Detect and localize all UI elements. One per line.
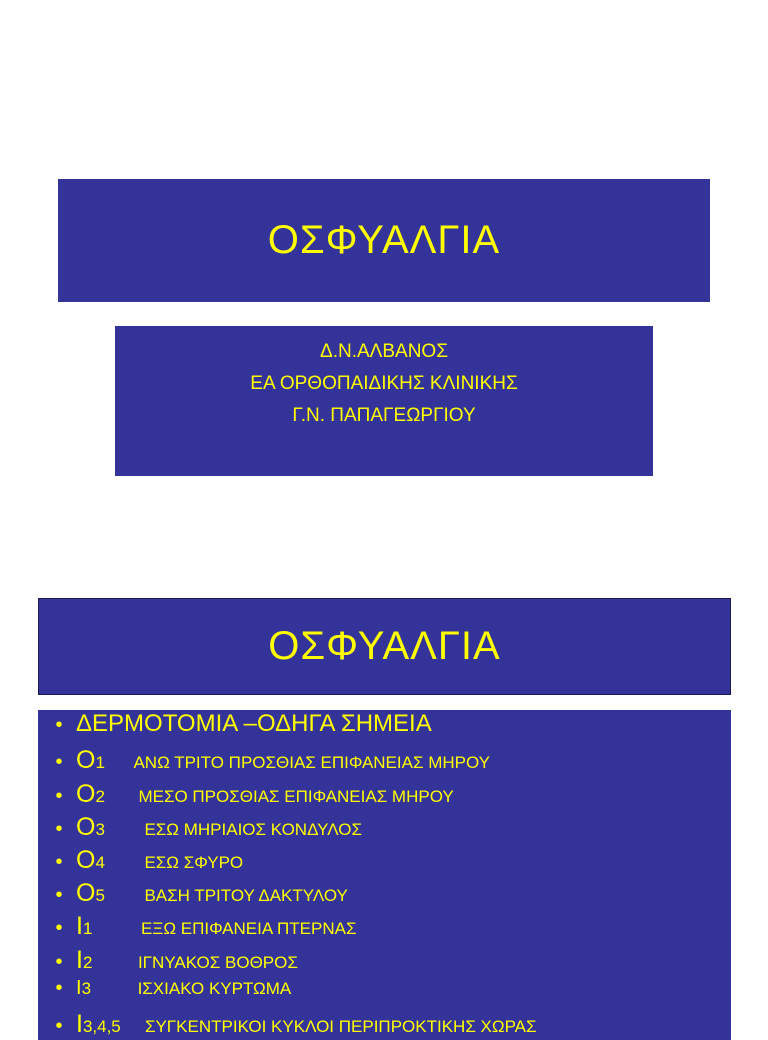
dermatome-letter: Ι (76, 912, 83, 940)
list-heading (38, 710, 432, 740)
dermatome-number: 3 (81, 979, 92, 998)
dermatome-description: ΕΣΩ ΣΦΥΡΟ (144, 853, 244, 872)
list-item (38, 912, 356, 942)
dermatome-number: 2 (95, 787, 105, 806)
bullet-icon: • (55, 818, 63, 840)
dermatome-number: 1 (82, 919, 93, 938)
bullet-icon: • (55, 851, 63, 873)
list-item (38, 746, 490, 776)
dermatome-number: 4 (95, 853, 105, 872)
author-name: Δ.Ν.ΑΛΒΑΝΟΣ (320, 341, 448, 362)
dermatome-letter: Ι (76, 977, 82, 999)
dermatome-description: ΣΥΓΚΕΝΤΡΙΚΟΙ ΚΥΚΛΟΙ ΠΕΡΙΠΡΟΚΤΙΚΗΣ ΧΩΡΑΣ (144, 1017, 537, 1036)
bullet-icon: • (55, 917, 63, 939)
list-item (38, 1010, 537, 1040)
dermatome-description: ΑΝΩ ΤΡΙΤΟ ΠΡΟΣΘΙΑΣ ΕΠΙΦΑΝΕΙΑΣ ΜΗΡΟΥ (133, 753, 490, 772)
bullet-icon: • (55, 951, 63, 973)
bullet-icon: • (55, 714, 63, 736)
dermatome-description: ΕΞΩ ΕΠΙΦΑΝΕΙΑ ΠΤΕΡΝΑΣ (140, 919, 357, 938)
slide1-subtitle-panel (115, 326, 653, 476)
list-item (38, 977, 291, 1007)
slide2-title: ΟΣΦΥΑΛΓΙΑ (268, 624, 501, 668)
slide2-content-panel (38, 710, 731, 1040)
dermatome-letter: Ο (76, 780, 96, 808)
bullet-icon: • (55, 884, 63, 906)
dermatome-description: ΕΣΩ ΜΗΡΙΑΙΟΣ ΚΟΝΔΥΛΟΣ (144, 820, 362, 839)
list-item (38, 846, 243, 876)
slide1-title: ΟΣΦΥΑΛΓΙΑ (267, 218, 501, 262)
dermatome-letter: Ο (76, 813, 96, 841)
dermatome-letter: Ι (76, 1010, 83, 1038)
dermatome-number: 3 (95, 820, 105, 839)
list-item (38, 946, 298, 976)
dermatome-description: ΙΣΧΙΑΚΟ ΚΥΡΤΩΜΑ (137, 979, 292, 998)
bullet-icon: • (55, 751, 63, 773)
slide2-title-panel (38, 598, 731, 695)
dermatome-letter: Ο (76, 846, 96, 874)
dermatome-letter: Ο (76, 879, 96, 907)
bullet-icon: • (55, 977, 63, 999)
dermatome-number: 5 (95, 886, 105, 905)
list-item (38, 780, 454, 810)
dermatome-number: 3,4,5 (82, 1017, 121, 1036)
bullet-icon: • (55, 1015, 63, 1037)
dermatome-description: ΙΓΝΥΑΚΟΣ ΒΟΘΡΟΣ (137, 953, 298, 972)
dermatome-number: 2 (82, 953, 93, 972)
dermatome-letter: Ι (76, 946, 83, 974)
list-item (38, 879, 348, 909)
hospital-name: Γ.Ν. ΠΑΠΑΓΕΩΡΓΙΟΥ (292, 405, 476, 426)
bullet-icon: • (55, 785, 63, 807)
dermatome-letter: Ο (76, 746, 96, 774)
dermatome-description: ΜΕΣΟ ΠΡΟΣΘΙΑΣ ΕΠΙΦΑΝΕΙΑΣ ΜΗΡΟΥ (138, 787, 454, 806)
author-affiliation: ΕΑ ΟΡΘΟΠΑΙΔΙΚΗΣ ΚΛΙΝΙΚΗΣ (250, 373, 518, 394)
dermatome-description: ΒΑΣΗ ΤΡΙΤΟΥ ΔΑΚΤΥΛΟΥ (144, 886, 348, 905)
slide1-title-panel (58, 179, 710, 302)
list-item (38, 813, 362, 843)
heading-text: ΔΕΡΜΟΤΟΜΙΑ –ΟΔΗΓΑ ΣΗΜΕΙΑ (76, 710, 432, 737)
dermatome-number: 1 (95, 753, 105, 772)
